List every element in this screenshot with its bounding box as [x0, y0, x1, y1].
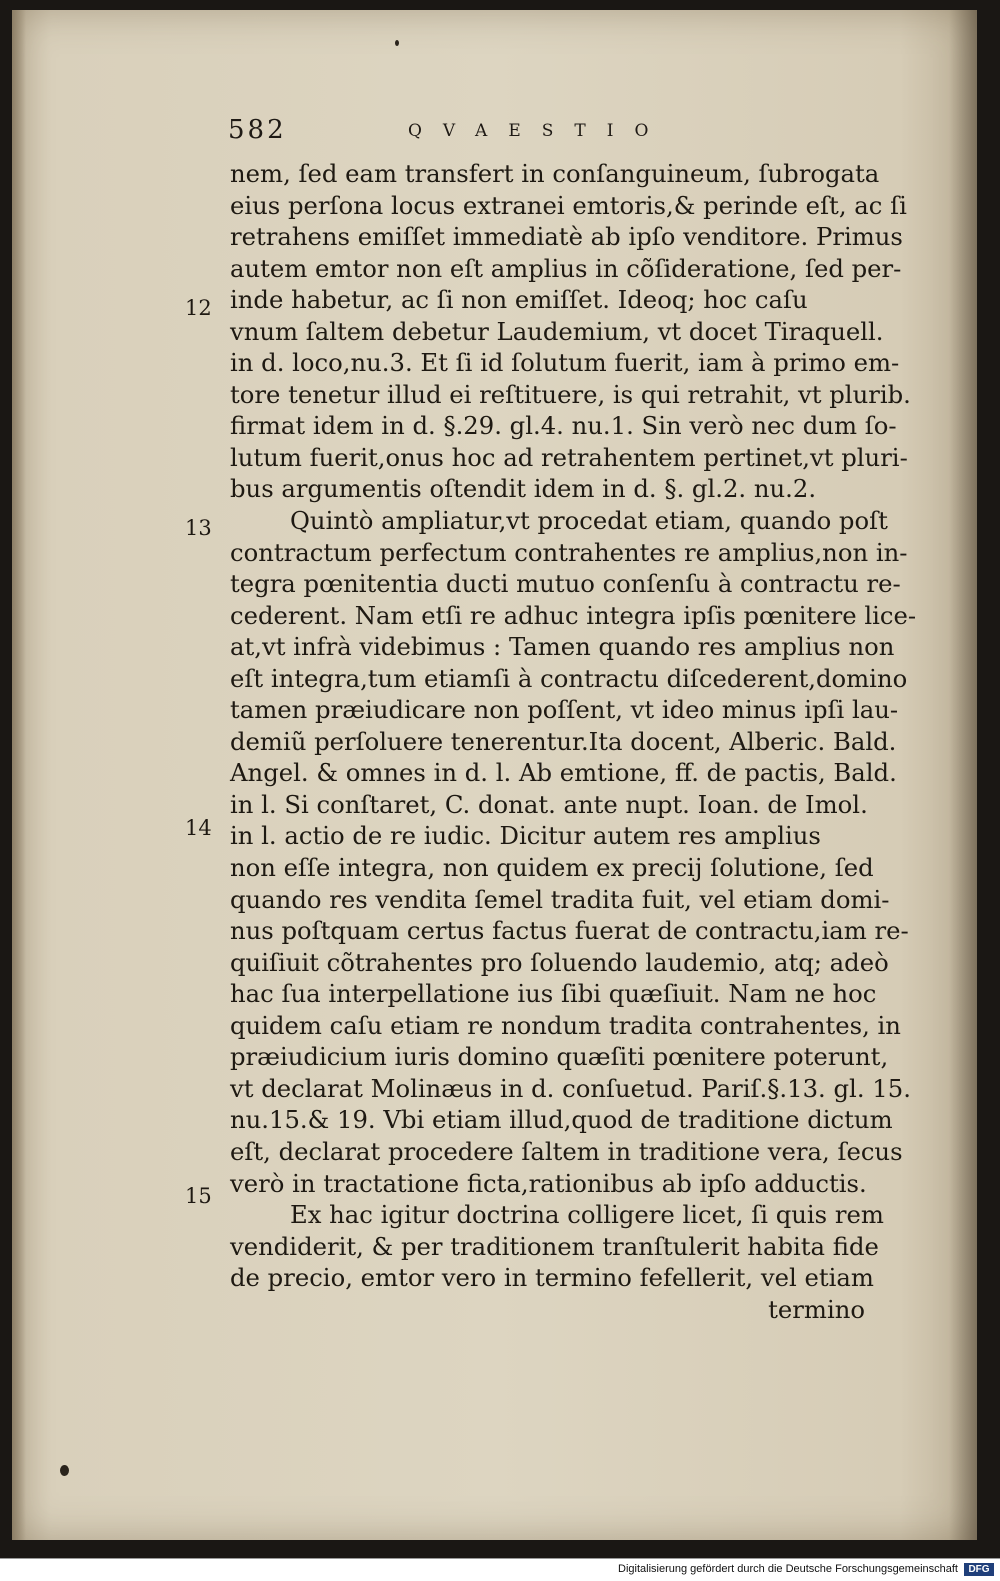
running-head: QVAESTIO — [408, 121, 670, 141]
ink-speck — [395, 40, 399, 46]
text-line: inde habetur, ac ſi non emiſſet. Ideoq; hoc caſu — [230, 285, 808, 315]
page-number: 582 — [228, 115, 287, 145]
text-line: tamen præiudicare non poſſent, vt ideo minus ipſi lau- — [230, 695, 899, 725]
text-line: demiũ perſoluere tenerentur.Ita docent, Alberic. Bald. — [230, 726, 897, 756]
text-line: de precio, emtor vero in termino fefellerit, vel etiam — [230, 1263, 874, 1293]
text-line: quidem caſu etiam re nondum tradita contrahentes, in — [230, 1010, 901, 1040]
text-line: firmat idem in d. §.29. gl.4. nu.1. Sin verò nec dum ſo- — [230, 411, 897, 441]
text-line: tore tenetur illud ei reſtituere, is qui retrahit, vt plurib. — [230, 379, 911, 409]
text-line: autem emtor non eſt amplius in cõſideratione, ſed per- — [230, 253, 902, 283]
dfg-logo: DFG — [964, 1563, 994, 1576]
text-line: vendiderit, & per traditionem tranſtulerit habita fide — [230, 1231, 879, 1261]
text-line: at,vt infrà videbimus : Tamen quando res amplius non — [230, 632, 895, 662]
marginal-number: 14 — [185, 816, 212, 840]
text-line: cederent. Nam etſi re adhuc integra ipſis pœnitere lice- — [230, 600, 917, 630]
page-gutter-edge — [12, 10, 26, 1540]
text-line: præiudicium iuris domino quæſiti pœnitere poterunt, — [230, 1042, 889, 1072]
marginal-number: 12 — [185, 296, 212, 320]
text-line: verò in tractatione ficta,rationibus ab ipſo adductis. — [230, 1168, 867, 1198]
text-line: lutum fuerit,onus hoc ad retrahentem pertinet,vt pluri- — [230, 442, 908, 472]
text-line: vnum ſaltem debetur Laudemium, vt docet Tiraquell. — [230, 316, 884, 346]
text-line: nem, ſed eam transfert in conſanguineum, ſubrogata — [230, 159, 880, 188]
body-text — [230, 158, 917, 1325]
footer-credit: Digitalisierung gefördert durch die Deutsche Forschungsgemeinschaft — [618, 1563, 958, 1575]
text-line: non eſſe integra, non quidem ex precij ſolutione, ſed — [230, 853, 874, 883]
text-line: quando res vendita ſemel tradita fuit, vel etiam domi- — [230, 884, 890, 914]
ink-speck — [60, 1465, 69, 1476]
text-line: contractum perfectum contrahentes re amplius,non in- — [230, 537, 908, 567]
text-line: eius perſona locus extranei emtoris,& perinde eſt, ac ſi — [230, 190, 907, 220]
text-line: in l. actio de re iudic. Dicitur autem res amplius — [230, 821, 821, 851]
text-line: eſt, declarat procedere ſaltem in traditione vera, ſecus — [230, 1136, 903, 1166]
text-line: tegra pœnitentia ducti mutuo conſenſu à contractu re- — [230, 569, 901, 599]
page-header — [228, 115, 788, 155]
text-line: retrahens emiſſet immediatè ab ipſo venditore. Primus — [230, 222, 903, 252]
text-line: in l. Si conſtaret, C. donat. ante nupt. Ioan. de Imol. — [230, 789, 868, 819]
footer-bar — [0, 1558, 1000, 1581]
catchword: termino — [768, 1294, 865, 1324]
text-line: Quintò ampliatur,vt procedat etiam, quando poſt — [290, 506, 888, 536]
text-line: vt declarat Molinæus in d. conſuetud. Pariſ.§.13. gl. 15. — [230, 1073, 911, 1103]
page-right-shadow — [949, 10, 977, 1540]
text-line: in d. loco,nu.3. Et ſi id ſolutum fuerit, iam à primo em- — [230, 348, 900, 378]
text-line: Angel. & omnes in d. l. Ab emtione, ff. de pactis, Bald. — [230, 758, 897, 788]
text-line: nu.15.& 19. Vbi etiam illud,quod de traditione dictum — [230, 1105, 893, 1135]
marginal-number: 15 — [185, 1184, 212, 1208]
text-line: eſt integra,tum etiamſi à contractu diſcederent,domino — [230, 663, 908, 693]
marginal-number: 13 — [185, 516, 212, 540]
text-line: Ex hac igitur doctrina colligere licet, ſi quis rem — [290, 1200, 884, 1230]
text-line: nus poſtquam certus factus fuerat de contractu,iam re- — [230, 916, 909, 946]
text-line: hac ſua interpellatione ius ſibi quæſiuit. Nam ne hoc — [230, 979, 877, 1009]
text-line: quiſiuit cõtrahentes pro ſoluendo laudemio, atq; adeò — [230, 947, 889, 977]
text-line: bus argumentis oſtendit idem in d. §. gl.2. nu.2. — [230, 474, 817, 504]
